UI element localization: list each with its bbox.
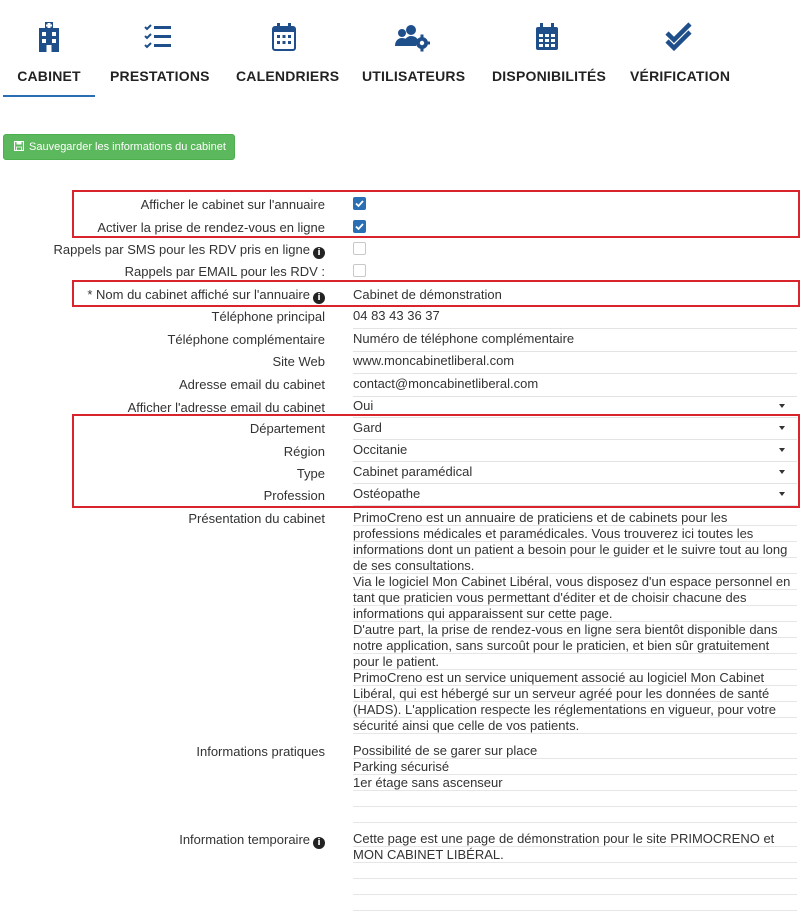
- row-online-booking: [0, 219, 800, 239]
- text-line: sécurité ainsi que celle de vos patients.: [353, 718, 797, 734]
- floppy-disk-icon: [14, 141, 24, 154]
- cabinet-name-input[interactable]: Cabinet de démonstration: [353, 287, 502, 302]
- type-label: Type: [296, 466, 325, 481]
- text-line: [353, 807, 797, 823]
- row-sms-reminder: [0, 241, 800, 261]
- cabinet-name-label-wrap: [87, 287, 325, 304]
- text-line: Cette page est une page de démonstration pour le site PRIMOCRENO et: [353, 831, 797, 847]
- row-email-reminder: [0, 263, 800, 283]
- website-input[interactable]: www.moncabinetliberal.com: [353, 353, 797, 374]
- online-booking-checkbox[interactable]: [353, 220, 366, 233]
- online-booking-label: Activer la prise de rendez-vous en ligne: [97, 220, 325, 235]
- show-email-select[interactable]: [353, 398, 797, 418]
- text-line: PrimoCreno est un service uniquement associé au logiciel Mon Cabinet: [353, 670, 797, 686]
- email-reminder-label: Rappels par EMAIL pour les RDV :: [124, 264, 325, 279]
- show-on-directory-checkbox[interactable]: [353, 197, 366, 210]
- text-line: MON CABINET LIBÉRAL.: [353, 847, 797, 863]
- profession-select[interactable]: [353, 486, 797, 506]
- checkmark-icon: [353, 220, 366, 233]
- row-phone: [0, 308, 800, 330]
- tab-bar: [0, 0, 800, 100]
- row-email: [0, 376, 800, 398]
- tab-utilisateurs[interactable]: [362, 22, 466, 84]
- double-check-icon: [630, 22, 728, 54]
- tab-cabinet[interactable]: [8, 22, 90, 84]
- sms-reminder-checkbox[interactable]: [353, 242, 366, 255]
- calendar-filled-icon: [492, 22, 602, 54]
- text-line: [353, 895, 797, 911]
- caret-down-icon: [779, 448, 785, 452]
- building-icon: [8, 22, 90, 54]
- email-input[interactable]: contact@moncabinetliberal.com: [353, 376, 797, 397]
- website-label: Site Web: [272, 354, 325, 369]
- save-cabinet-button[interactable]: [3, 134, 235, 160]
- row-type: [0, 464, 800, 486]
- text-line: Libéral, qui est hébergé sur un serveur agréé pour les données de santé: [353, 686, 797, 702]
- practical-textarea[interactable]: [353, 743, 797, 823]
- email-reminder-checkbox[interactable]: [353, 264, 366, 277]
- text-line: notre application, sans surcoût pour le praticien, et bien sûr gratuitement: [353, 638, 797, 654]
- type-value: Cabinet paramédical: [353, 464, 473, 479]
- info-icon[interactable]: i: [313, 247, 325, 259]
- text-line: [353, 879, 797, 895]
- users-gear-icon: [362, 22, 462, 54]
- active-tab-indicator: [3, 95, 95, 97]
- text-line: tant que praticien vous permettant d'éditer et de choisir chacune des: [353, 590, 797, 606]
- caret-down-icon: [779, 426, 785, 430]
- show-email-value: Oui: [353, 398, 374, 413]
- text-line: [353, 863, 797, 879]
- temporary-label: Information temporaire: [179, 832, 310, 847]
- info-icon[interactable]: i: [313, 292, 325, 304]
- phone-input[interactable]: 04 83 43 36 37: [353, 308, 797, 329]
- tab-utilisateurs-label: UTILISATEURS: [362, 68, 466, 84]
- region-value: Occitanie: [353, 442, 408, 457]
- row-show-on-directory: [0, 196, 800, 216]
- text-line: D'autre part, la prise de rendez-vous en ligne sera bientôt disponible dans: [353, 622, 797, 638]
- text-line: Possibilité de se garer sur place: [353, 743, 797, 759]
- checkmark-icon: [353, 197, 366, 210]
- row-departement: [0, 420, 800, 442]
- practical-label: Informations pratiques: [196, 744, 325, 759]
- row-show-email: [0, 398, 800, 420]
- text-line: [353, 791, 797, 807]
- cabinet-name-label: * Nom du cabinet affiché sur l'annuaire: [87, 287, 310, 302]
- show-on-directory-label: Afficher le cabinet sur l'annuaire: [140, 197, 325, 212]
- type-select[interactable]: [353, 464, 797, 484]
- region-select[interactable]: [353, 442, 797, 462]
- tab-prestations[interactable]: [110, 22, 210, 84]
- row-cabinet-name: [0, 286, 800, 306]
- phone2-input[interactable]: Numéro de téléphone complémentaire: [353, 331, 797, 352]
- row-region: [0, 442, 800, 464]
- text-line: Parking sécurisé: [353, 759, 797, 775]
- tab-disponibilites-label: DISPONIBILITÉS: [492, 68, 607, 84]
- row-phone2: [0, 331, 800, 353]
- presentation-label: Présentation du cabinet: [188, 511, 325, 526]
- info-icon[interactable]: i: [313, 837, 325, 849]
- text-line: informations qui apparaissent sur cette page.: [353, 606, 797, 622]
- presentation-textarea[interactable]: [353, 510, 797, 734]
- row-website: [0, 353, 800, 375]
- text-line: professions médicales et paramédicales. Vous trouverez ici toutes les: [353, 526, 797, 542]
- text-line: 1er étage sans ascenseur: [353, 775, 797, 791]
- caret-down-icon: [779, 470, 785, 474]
- text-line: de ses consultations.: [353, 558, 797, 574]
- text-line: (HADS). L'application respecte les réglementations en vigueur, pour votre: [353, 702, 797, 718]
- departement-label: Département: [249, 421, 325, 436]
- temporary-textarea[interactable]: [353, 831, 797, 911]
- tab-calendriers[interactable]: [236, 22, 340, 84]
- phone-label: Téléphone principal: [211, 309, 325, 324]
- text-line: pour le patient.: [353, 654, 797, 670]
- profession-value: Ostéopathe: [353, 486, 421, 501]
- sms-reminder-label: Rappels par SMS pour les RDV pris en ligne: [53, 242, 310, 257]
- show-email-label: Afficher l'adresse email du cabinet: [127, 400, 325, 415]
- temporary-label-wrap: [179, 832, 325, 849]
- tab-verification[interactable]: [630, 22, 731, 84]
- email-label: Adresse email du cabinet: [179, 377, 325, 392]
- departement-value: Gard: [353, 420, 382, 435]
- caret-down-icon: [779, 404, 785, 408]
- tab-prestations-label: PRESTATIONS: [110, 68, 210, 84]
- save-cabinet-label: Sauvegarder les informations du cabinet: [29, 141, 226, 153]
- caret-down-icon: [779, 492, 785, 496]
- tab-cabinet-label: CABINET: [17, 68, 81, 84]
- sms-reminder-label-wrap: [53, 242, 325, 259]
- row-profession: [0, 486, 800, 508]
- tab-calendriers-label: CALENDRIERS: [236, 68, 340, 84]
- departement-select[interactable]: [353, 420, 797, 440]
- text-line: informations dont un patient a besoin pour le guider et le suivre tout au long: [353, 542, 797, 558]
- calendar-icon: [236, 22, 332, 54]
- text-line: Via le logiciel Mon Cabinet Libéral, vous disposez d'un espace personnel en: [353, 574, 797, 590]
- phone2-label: Téléphone complémentaire: [167, 332, 325, 347]
- tab-disponibilites[interactable]: [492, 22, 607, 84]
- list-check-icon: [110, 22, 206, 54]
- tab-verification-label: VÉRIFICATION: [630, 68, 731, 84]
- text-line: PrimoCreno est un annuaire de praticiens et de cabinets pour les: [353, 510, 797, 526]
- profession-label: Profession: [263, 488, 325, 503]
- region-label: Région: [283, 444, 325, 459]
